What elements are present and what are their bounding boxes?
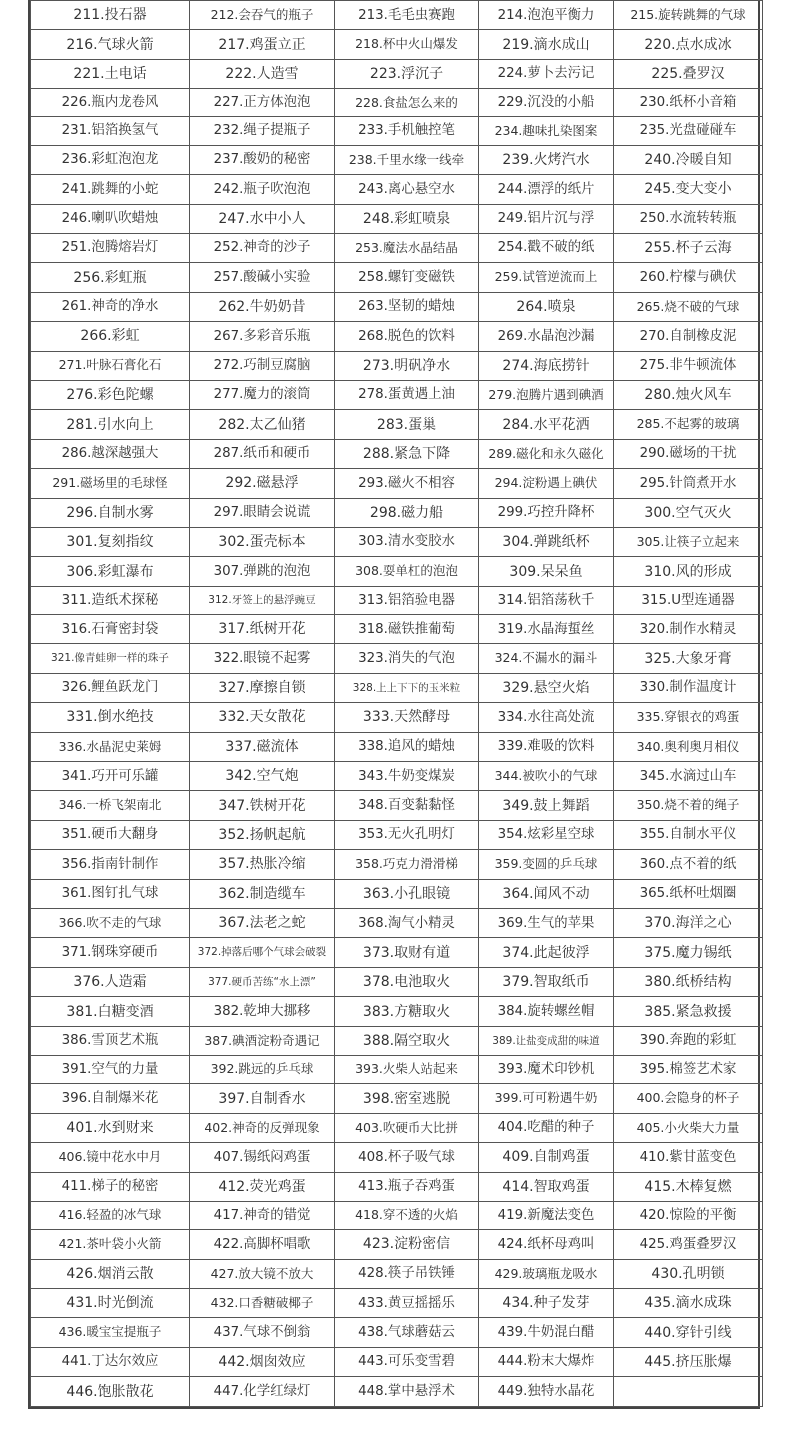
experiment-cell: 367.法老之蛇 — [190, 909, 335, 938]
experiment-cell: 358.巧克力滑滑梯 — [335, 850, 479, 879]
experiment-cell: 257.酸碱小实验 — [190, 263, 335, 292]
experiment-cell: 354.炫彩星空球 — [479, 820, 614, 849]
experiment-cell: 388.隔空取火 — [335, 1026, 479, 1055]
experiment-cell: 321.像青蛙卵一样的珠子 — [31, 644, 190, 673]
table-row — [31, 89, 763, 117]
experiment-cell: 219.滴水成山 — [479, 30, 614, 59]
experiment-cell: 397.自制香水 — [190, 1084, 335, 1113]
experiment-cell: 289.磁化和永久磁化 — [479, 439, 614, 468]
experiment-cell: 215.旋转跳舞的气球 — [614, 1, 763, 30]
experiment-cell: 255.杯子云海 — [614, 233, 763, 262]
experiment-cell: 300.空气灭火 — [614, 498, 763, 527]
experiment-cell: 387.碘酒淀粉奇遇记 — [190, 1026, 335, 1055]
experiment-cell: 363.小孔眼镜 — [335, 879, 479, 908]
experiment-cell: 314.铝箔荡秋千 — [479, 586, 614, 614]
experiment-cell: 306.彩虹瀑布 — [31, 557, 190, 586]
experiment-cell: 316.石膏密封袋 — [31, 615, 190, 644]
experiment-cell: 264.喷泉 — [479, 292, 614, 321]
experiment-cell: 405.小火柴大力量 — [614, 1113, 763, 1142]
experiment-cell: 310.风的形成 — [614, 557, 763, 586]
experiment-cell: 221.土电话 — [31, 59, 190, 88]
table-row — [31, 351, 763, 380]
experiment-cell: 276.彩色陀螺 — [31, 380, 190, 409]
experiment-cell: 350.烧不着的绳子 — [614, 791, 763, 820]
experiment-cell: 411.梯子的秘密 — [31, 1172, 190, 1201]
table-row — [31, 322, 763, 351]
experiment-cell: 403.吹硬币大比拼 — [335, 1113, 479, 1142]
table-row — [31, 938, 763, 967]
experiment-cell: 237.酸奶的秘密 — [190, 145, 335, 174]
experiment-cell: 311.造纸术探秘 — [31, 586, 190, 614]
experiment-cell: 270.自制橡皮泥 — [614, 322, 763, 351]
table-row — [31, 762, 763, 791]
experiment-cell: 261.神奇的净水 — [31, 292, 190, 321]
table-row — [31, 263, 763, 292]
experiment-cell: 213.毛毛虫赛跑 — [335, 1, 479, 30]
experiment-cell: 339.难吸的饮料 — [479, 732, 614, 761]
table-row — [31, 59, 763, 88]
experiment-cell: 294.淀粉遇上碘伏 — [479, 469, 614, 498]
experiment-cell: 284.水平花洒 — [479, 410, 614, 439]
experiment-cell: 392.跳远的乒乓球 — [190, 1056, 335, 1084]
experiment-cell: 415.木棒复燃 — [614, 1172, 763, 1201]
experiment-cell: 309.呆呆鱼 — [479, 557, 614, 586]
experiment-cell: 315.U型连通器 — [614, 586, 763, 614]
experiment-cell: 448.掌中悬浮术 — [335, 1377, 479, 1407]
table-row — [31, 527, 763, 556]
experiment-cell: 225.叠罗汉 — [614, 59, 763, 88]
experiment-cell: 434.种子发芽 — [479, 1289, 614, 1318]
experiment-cell: 242.瓶子吹泡泡 — [190, 175, 335, 204]
experiment-cell: 317.纸树开花 — [190, 615, 335, 644]
experiment-cell: 371.钢珠穿硬币 — [31, 938, 190, 967]
experiment-cell: 439.牛奶混白醋 — [479, 1318, 614, 1347]
experiment-cell: 442.烟囱效应 — [190, 1347, 335, 1376]
experiment-cell: 420.惊险的平衡 — [614, 1201, 763, 1229]
experiment-cell: 351.硬币大翻身 — [31, 820, 190, 849]
experiment-cell: 252.神奇的沙子 — [190, 233, 335, 262]
experiment-cell: 231.铝箔换氢气 — [31, 117, 190, 145]
experiment-cell: 216.气球火箭 — [31, 30, 190, 59]
experiment-cell: 349.鼓上舞蹈 — [479, 791, 614, 820]
table-row — [31, 1318, 763, 1347]
experiment-cell: 217.鸡蛋立正 — [190, 30, 335, 59]
experiment-cell: 222.人造雪 — [190, 59, 335, 88]
experiment-cell: 307.弹跳的泡泡 — [190, 557, 335, 586]
experiment-cell: 254.戳不破的纸 — [479, 233, 614, 262]
table-row — [31, 1143, 763, 1172]
experiment-cell: 369.生气的苹果 — [479, 909, 614, 938]
experiment-cell: 332.天女散花 — [190, 703, 335, 732]
experiment-cell: 326.鲤鱼跃龙门 — [31, 673, 190, 702]
experiment-cell: 440.穿针引线 — [614, 1318, 763, 1347]
experiment-cell: 402.神奇的反弹现象 — [190, 1113, 335, 1142]
experiment-cell: 353.无火孔明灯 — [335, 820, 479, 849]
experiment-cell: 424.纸杯母鸡叫 — [479, 1230, 614, 1259]
experiment-cell: 253.魔法水晶结晶 — [335, 233, 479, 262]
experiment-cell: 275.非牛顿流体 — [614, 351, 763, 380]
experiment-cell: 234.趣味扎染图案 — [479, 117, 614, 145]
experiment-cell: 312.牙签上的悬浮豌豆 — [190, 586, 335, 614]
experiment-cell: 302.蛋壳标本 — [190, 527, 335, 556]
experiment-cell: 366.吹不走的气球 — [31, 909, 190, 938]
experiment-cell: 227.正方体泡泡 — [190, 89, 335, 117]
experiment-cell: 301.复刻指纹 — [31, 527, 190, 556]
table-row — [31, 1377, 763, 1407]
experiment-cell: 298.磁力船 — [335, 498, 479, 527]
experiment-cell: 379.智取纸币 — [479, 967, 614, 996]
experiment-cell: 336.水晶泥史莱姆 — [31, 732, 190, 761]
experiment-cell: 359.变圆的乒乓球 — [479, 850, 614, 879]
table-row — [31, 175, 763, 204]
experiment-cell: 432.口香糖破椰子 — [190, 1289, 335, 1318]
table-row — [31, 233, 763, 262]
experiment-cell: 437.气球不倒翁 — [190, 1318, 335, 1347]
table-row — [31, 850, 763, 879]
experiment-cell: 330.制作温度计 — [614, 673, 763, 702]
experiment-cell: 431.时光倒流 — [31, 1289, 190, 1318]
experiment-cell: 346.一桥飞架南北 — [31, 791, 190, 820]
experiment-cell: 384.旋转螺丝帽 — [479, 997, 614, 1026]
experiment-cell: 236.彩虹泡泡龙 — [31, 145, 190, 174]
experiment-cell: 417.神奇的错觉 — [190, 1201, 335, 1229]
table-row — [31, 997, 763, 1026]
table-row — [31, 967, 763, 996]
experiment-cell: 419.新魔法变色 — [479, 1201, 614, 1229]
experiment-cell: 395.棉签艺术家 — [614, 1056, 763, 1084]
experiment-cell: 342.空气炮 — [190, 762, 335, 791]
experiment-cell: 220.点水成冰 — [614, 30, 763, 59]
table-row — [31, 117, 763, 145]
experiment-cell: 430.孔明锁 — [614, 1259, 763, 1288]
experiment-cell: 378.电池取火 — [335, 967, 479, 996]
experiment-cell: 266.彩虹 — [31, 322, 190, 351]
table-row — [31, 673, 763, 702]
table-row — [31, 145, 763, 174]
experiment-cell: 240.冷暖自知 — [614, 145, 763, 174]
experiment-cell: 282.太乙仙猪 — [190, 410, 335, 439]
experiment-cell: 352.扬帆起航 — [190, 820, 335, 849]
experiment-cell: 248.彩虹喷泉 — [335, 204, 479, 233]
experiment-cell: 382.乾坤大挪移 — [190, 997, 335, 1026]
experiment-cell: 412.荧光鸡蛋 — [190, 1172, 335, 1201]
experiment-cell: 269.水晶泡沙漏 — [479, 322, 614, 351]
experiment-cell: 285.不起雾的玻璃 — [614, 410, 763, 439]
experiment-cell: 365.纸杯吐烟圈 — [614, 879, 763, 908]
experiment-cell: 262.牛奶奶昔 — [190, 292, 335, 321]
table-row — [31, 791, 763, 820]
experiment-cell: 251.泡腾熔岩灯 — [31, 233, 190, 262]
table-row — [31, 644, 763, 673]
experiment-cell: 393.火柴人站起来 — [335, 1056, 479, 1084]
experiment-cell: 376.人造霜 — [31, 967, 190, 996]
table-row — [31, 1347, 763, 1376]
table-row — [31, 1026, 763, 1055]
experiment-cell: 408.杯子吸气球 — [335, 1143, 479, 1172]
experiment-cell: 410.紫甘蓝变色 — [614, 1143, 763, 1172]
experiment-cell: 375.魔力锡纸 — [614, 938, 763, 967]
experiment-cell: 391.空气的力量 — [31, 1056, 190, 1084]
experiment-cell: 407.锡纸闷鸡蛋 — [190, 1143, 335, 1172]
experiment-cell: 334.水往高处流 — [479, 703, 614, 732]
experiment-cell: 335.穿银衣的鸡蛋 — [614, 703, 763, 732]
experiment-cell: 320.制作水精灵 — [614, 615, 763, 644]
experiment-cell: 438.气球蘑菇云 — [335, 1318, 479, 1347]
experiment-cell: 313.铝箔验电器 — [335, 586, 479, 614]
experiment-cell: 218.杯中火山爆发 — [335, 30, 479, 59]
experiment-cell: 360.点不着的纸 — [614, 850, 763, 879]
table-row — [31, 1056, 763, 1084]
experiment-cell: 305.让筷子立起来 — [614, 527, 763, 556]
experiment-cell: 426.烟消云散 — [31, 1259, 190, 1288]
experiment-cell: 224.萝卜去污记 — [479, 59, 614, 88]
table-row — [31, 909, 763, 938]
experiment-cell: 260.柠檬与碘伏 — [614, 263, 763, 292]
experiment-cell: 333.天然酵母 — [335, 703, 479, 732]
table-row — [31, 469, 763, 498]
experiment-cell: 373.取财有道 — [335, 938, 479, 967]
experiment-cell: 283.蛋巢 — [335, 410, 479, 439]
experiment-cell: 361.图钉扎气球 — [31, 879, 190, 908]
experiment-cell: 250.水流转转瓶 — [614, 204, 763, 233]
experiment-cell: 429.玻璃瓶龙吸水 — [479, 1259, 614, 1288]
experiment-cell: 421.茶叶袋小火箭 — [31, 1230, 190, 1259]
experiment-cell: 228.食盐怎么来的 — [335, 89, 479, 117]
experiment-cell: 244.漂浮的纸片 — [479, 175, 614, 204]
table-row — [31, 1172, 763, 1201]
table-row — [31, 498, 763, 527]
table-row — [31, 703, 763, 732]
experiment-cell: 243.离心悬空水 — [335, 175, 479, 204]
experiment-cell: 272.巧制豆腐脑 — [190, 351, 335, 380]
experiment-cell: 304.弹跳纸杯 — [479, 527, 614, 556]
experiment-cell — [614, 1377, 763, 1407]
experiment-cell: 348.百变黏黏怪 — [335, 791, 479, 820]
experiment-cell: 241.跳舞的小蛇 — [31, 175, 190, 204]
experiment-cell: 337.磁流体 — [190, 732, 335, 761]
experiment-cell: 357.热胀冷缩 — [190, 850, 335, 879]
experiment-cell: 318.磁铁推葡萄 — [335, 615, 479, 644]
experiment-cell: 423.淀粉密信 — [335, 1230, 479, 1259]
experiment-cell: 449.独特水晶花 — [479, 1377, 614, 1407]
experiment-list-table-container — [28, 0, 760, 1409]
experiment-cell: 355.自制水平仪 — [614, 820, 763, 849]
experiment-cell: 374.此起彼浮 — [479, 938, 614, 967]
experiment-cell: 340.奥利奥月相仪 — [614, 732, 763, 761]
experiment-cell: 303.清水变胶水 — [335, 527, 479, 556]
experiment-cell: 271.叶脉石膏化石 — [31, 351, 190, 380]
experiment-cell: 380.纸桥结构 — [614, 967, 763, 996]
experiment-cell: 400.会隐身的杯子 — [614, 1084, 763, 1113]
experiment-cell: 214.泡泡平衡力 — [479, 1, 614, 30]
experiment-cell: 444.粉末大爆炸 — [479, 1347, 614, 1376]
experiment-cell: 427.放大镜不放大 — [190, 1259, 335, 1288]
experiment-cell: 258.螺钉变磁铁 — [335, 263, 479, 292]
experiment-cell: 293.磁火不相容 — [335, 469, 479, 498]
experiment-list-body — [31, 1, 763, 1407]
experiment-list-table — [30, 0, 763, 1407]
experiment-cell: 381.白糖变酒 — [31, 997, 190, 1026]
experiment-cell: 239.火烤汽水 — [479, 145, 614, 174]
experiment-cell: 425.鸡蛋叠罗汉 — [614, 1230, 763, 1259]
table-row — [31, 1259, 763, 1288]
experiment-cell: 329.悬空火焰 — [479, 673, 614, 702]
experiment-cell: 226.瓶内龙卷风 — [31, 89, 190, 117]
experiment-cell: 259.试管逆流而上 — [479, 263, 614, 292]
table-row — [31, 1289, 763, 1318]
experiment-cell: 324.不漏水的漏斗 — [479, 644, 614, 673]
experiment-cell: 268.脱色的饮料 — [335, 322, 479, 351]
experiment-cell: 409.自制鸡蛋 — [479, 1143, 614, 1172]
experiment-cell: 390.奔跑的彩虹 — [614, 1026, 763, 1055]
experiment-cell: 308.耍单杠的泡泡 — [335, 557, 479, 586]
table-row — [31, 380, 763, 409]
experiment-cell: 230.纸杯小音箱 — [614, 89, 763, 117]
experiment-cell: 299.巧控升降杯 — [479, 498, 614, 527]
experiment-cell: 413.瓶子吞鸡蛋 — [335, 1172, 479, 1201]
experiment-cell: 414.智取鸡蛋 — [479, 1172, 614, 1201]
table-row — [31, 410, 763, 439]
experiment-cell: 327.摩擦自锁 — [190, 673, 335, 702]
experiment-cell: 398.密室逃脱 — [335, 1084, 479, 1113]
experiment-cell: 356.指南针制作 — [31, 850, 190, 879]
experiment-cell: 399.可可粉遇牛奶 — [479, 1084, 614, 1113]
experiment-cell: 328.上上下下的玉米粒 — [335, 673, 479, 702]
table-row — [31, 586, 763, 614]
experiment-cell: 323.消失的气泡 — [335, 644, 479, 673]
experiment-cell: 249.铝片沉与浮 — [479, 204, 614, 233]
experiment-cell: 322.眼镜不起雾 — [190, 644, 335, 673]
experiment-cell: 211.投石器 — [31, 1, 190, 30]
experiment-cell: 296.自制水雾 — [31, 498, 190, 527]
experiment-cell: 277.魔力的滚筒 — [190, 380, 335, 409]
experiment-cell: 274.海底捞针 — [479, 351, 614, 380]
experiment-cell: 445.挤压胀爆 — [614, 1347, 763, 1376]
experiment-cell: 418.穿不透的火焰 — [335, 1201, 479, 1229]
experiment-cell: 428.筷子吊铁锤 — [335, 1259, 479, 1288]
experiment-cell: 368.淘气小精灵 — [335, 909, 479, 938]
experiment-cell: 256.彩虹瓶 — [31, 263, 190, 292]
experiment-cell: 331.倒水绝技 — [31, 703, 190, 732]
experiment-cell: 436.暖宝宝提瓶子 — [31, 1318, 190, 1347]
table-row — [31, 204, 763, 233]
table-row — [31, 1084, 763, 1113]
experiment-cell: 287.纸币和硬币 — [190, 439, 335, 468]
experiment-cell: 281.引水向上 — [31, 410, 190, 439]
experiment-cell: 347.铁树开花 — [190, 791, 335, 820]
experiment-cell: 396.自制爆米花 — [31, 1084, 190, 1113]
experiment-cell: 345.水滴过山车 — [614, 762, 763, 791]
experiment-cell: 295.针筒煮开水 — [614, 469, 763, 498]
experiment-cell: 232.绳子提瓶子 — [190, 117, 335, 145]
experiment-cell: 443.可乐变雪碧 — [335, 1347, 479, 1376]
experiment-cell: 319.水晶海蜇丝 — [479, 615, 614, 644]
experiment-cell: 273.明矾净水 — [335, 351, 479, 380]
table-row — [31, 439, 763, 468]
experiment-cell: 247.水中小人 — [190, 204, 335, 233]
experiment-cell: 377.硬币苦练“水上漂” — [190, 967, 335, 996]
experiment-cell: 435.滴水成珠 — [614, 1289, 763, 1318]
experiment-cell: 441.丁达尔效应 — [31, 1347, 190, 1376]
experiment-cell: 401.水到财来 — [31, 1113, 190, 1142]
experiment-cell: 447.化学红绿灯 — [190, 1377, 335, 1407]
table-row — [31, 615, 763, 644]
experiment-cell: 416.轻盈的冰气球 — [31, 1201, 190, 1229]
experiment-cell: 364.闻风不动 — [479, 879, 614, 908]
experiment-cell: 404.吃醋的种子 — [479, 1113, 614, 1142]
table-row — [31, 1, 763, 30]
experiment-cell: 344.被吹小的气球 — [479, 762, 614, 791]
experiment-cell: 370.海洋之心 — [614, 909, 763, 938]
table-row — [31, 1201, 763, 1229]
experiment-cell: 267.多彩音乐瓶 — [190, 322, 335, 351]
experiment-cell: 393.魔术印钞机 — [479, 1056, 614, 1084]
experiment-cell: 288.紧急下降 — [335, 439, 479, 468]
experiment-cell: 325.大象牙膏 — [614, 644, 763, 673]
experiment-cell: 279.泡腾片遇到碘酒 — [479, 380, 614, 409]
experiment-cell: 385.紧急救援 — [614, 997, 763, 1026]
experiment-cell: 422.高脚杯唱歌 — [190, 1230, 335, 1259]
table-row — [31, 732, 763, 761]
experiment-cell: 383.方糖取火 — [335, 997, 479, 1026]
experiment-cell: 223.浮沉子 — [335, 59, 479, 88]
experiment-cell: 235.光盘碰碰车 — [614, 117, 763, 145]
experiment-cell: 286.越深越强大 — [31, 439, 190, 468]
experiment-cell: 278.蛋黄遇上油 — [335, 380, 479, 409]
experiment-cell: 433.黄豆摇摇乐 — [335, 1289, 479, 1318]
experiment-cell: 290.磁场的干扰 — [614, 439, 763, 468]
table-row — [31, 30, 763, 59]
experiment-cell: 297.眼睛会说谎 — [190, 498, 335, 527]
experiment-cell: 292.磁悬浮 — [190, 469, 335, 498]
experiment-cell: 362.制造缆车 — [190, 879, 335, 908]
experiment-cell: 238.千里水缘一线牵 — [335, 145, 479, 174]
experiment-cell: 280.烛火风车 — [614, 380, 763, 409]
experiment-cell: 338.追风的蜡烛 — [335, 732, 479, 761]
table-row — [31, 1230, 763, 1259]
experiment-cell: 386.雪顶艺术瓶 — [31, 1026, 190, 1055]
experiment-cell: 372.掉落后哪个气球会破裂 — [190, 938, 335, 967]
table-row — [31, 557, 763, 586]
table-row — [31, 292, 763, 321]
experiment-cell: 245.变大变小 — [614, 175, 763, 204]
experiment-cell: 212.会吞气的瓶子 — [190, 1, 335, 30]
experiment-cell: 341.巧开可乐罐 — [31, 762, 190, 791]
experiment-cell: 389.让盐变成甜的味道 — [479, 1026, 614, 1055]
table-row — [31, 820, 763, 849]
experiment-cell: 246.喇叭吹蜡烛 — [31, 204, 190, 233]
experiment-cell: 233.手机触控笔 — [335, 117, 479, 145]
table-row — [31, 879, 763, 908]
experiment-cell: 343.牛奶变煤炭 — [335, 762, 479, 791]
experiment-cell: 265.烧不破的气球 — [614, 292, 763, 321]
experiment-cell: 263.坚韧的蜡烛 — [335, 292, 479, 321]
experiment-cell: 229.沉没的小船 — [479, 89, 614, 117]
experiment-cell: 446.饱胀散花 — [31, 1377, 190, 1407]
experiment-cell: 406.镜中花水中月 — [31, 1143, 190, 1172]
table-row — [31, 1113, 763, 1142]
experiment-cell: 291.磁场里的毛球怪 — [31, 469, 190, 498]
